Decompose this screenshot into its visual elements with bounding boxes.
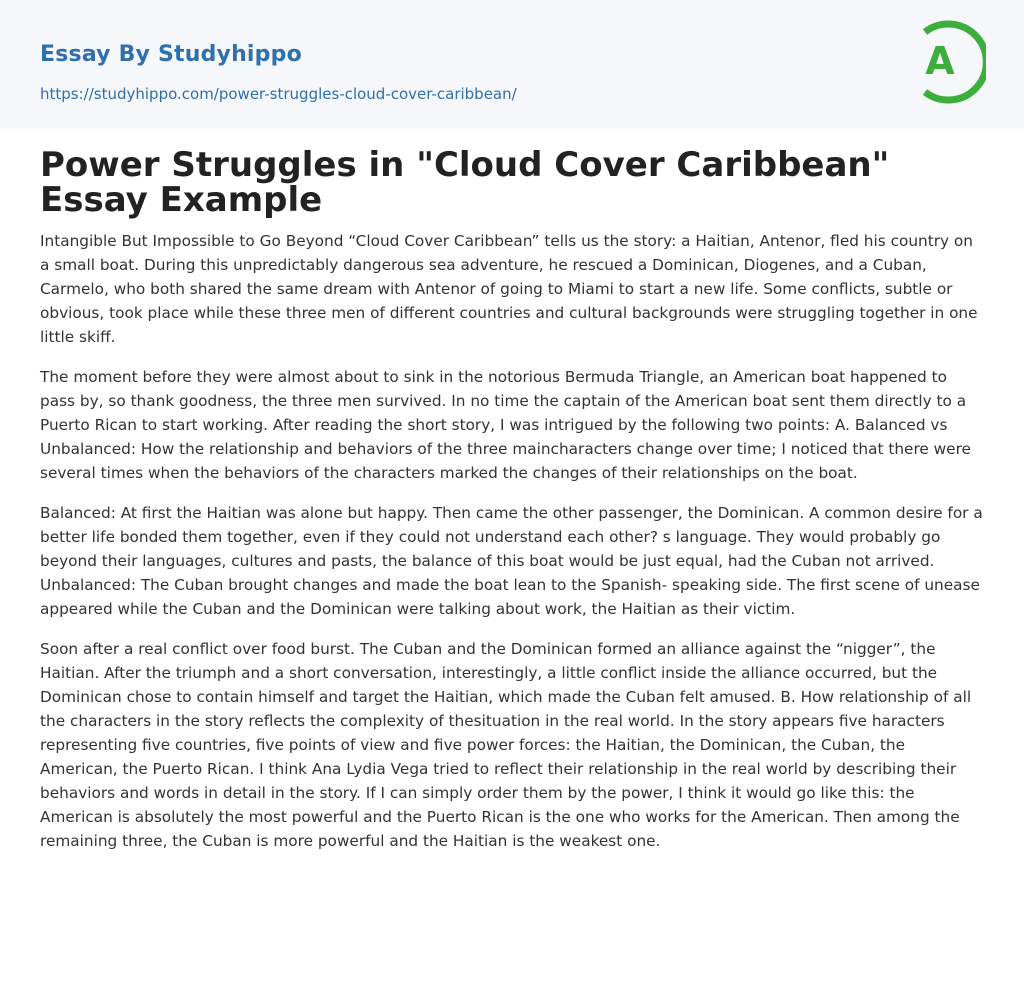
- article-paragraph: Intangible But Impossible to Go Beyond “Cloud Cover Caribbean” tells us the story: a Haitian, Antenor, fled his country on a small boat. During this unpredictably dangerous sea adventure, he rescued a Dominican, Diogenes, and a Cuban, Carmelo, who both shared the same dream with Antenor of going to Miami to start a new life. Some conflicts, subtle or obvious, took place while these three men of different countries and cultural backgrounds were struggling together in one little skiff.: [40, 232, 978, 346]
- article-body: [40, 229, 986, 869]
- article-paragraph: Balanced: At first the Haitian was alone but happy. Then came the other passenger, the Dominican. A common desire for a better life bonded them together, even if they could not understand each other? s language. They would probably go beyond their languages, cultures and pasts, the balance of this boat would be just equal, had the Cuban not arrived. Unbalanced: The Cuban brought changes and made the boat lean to the Spanish- speaking side. The first scene of unease appeared while the Cuban and the Dominican were talking about work, the Haitian as their victim.: [40, 504, 983, 618]
- site-header: [0, 0, 1024, 129]
- article-paragraph: The moment before they were almost about to sink in the notorious Bermuda Triangle, an American boat happened to pass by, so thank goodness, the three men survived. In no time the captain of the American boat sent them directly to a Puerto Rican to start working. After reading the short story, I was intrigued by the following two points: A. Balanced vs Unbalanced: How the relationship and behaviors of the three maincharacters change over time; I noticed that there were several times when the behaviors of the characters marked the changes of their relationships on the boat.: [40, 368, 971, 482]
- site-brand[interactable]: Essay By Studyhippo: [40, 42, 302, 67]
- article-url-link[interactable]: https://studyhippo.com/power-struggles-cloud-cover-caribbean/: [40, 85, 517, 103]
- article-title: Power Struggles in "Cloud Cover Caribbean" Essay Example: [40, 145, 890, 220]
- article-paragraph: Soon after a real conflict over food burst. The Cuban and the Dominican formed an alliance against the “nigger”, the Haitian. After the triumph and a short conversation, interestingly, a little conflict inside the alliance occurred, but the Dominican chose to contain himself and target the Haitian, which made the Cuban felt amused. B. How relationship of all the characters in the story reflects the complexity of thesituation in the real world. In the story appears five haracters representing five countries, five points of view and five power forces: the Haitian, the Dominican, the Cuban, the American, the Puerto Rican. I think Ana Lydia Vega tried to reflect their relationship in the real world by describing their behaviors and words in detail in the story. If I can simply order them by the power, I think it would go like this: the American is absolutely the most powerful and the Puerto Rican is the one who works for the American. Then among the remaining three, the Cuban is more powerful and the Haitian is the weakest one.: [40, 640, 972, 850]
- logo-letter: A: [925, 39, 955, 83]
- studyhippo-logo-icon[interactable]: [910, 18, 986, 106]
